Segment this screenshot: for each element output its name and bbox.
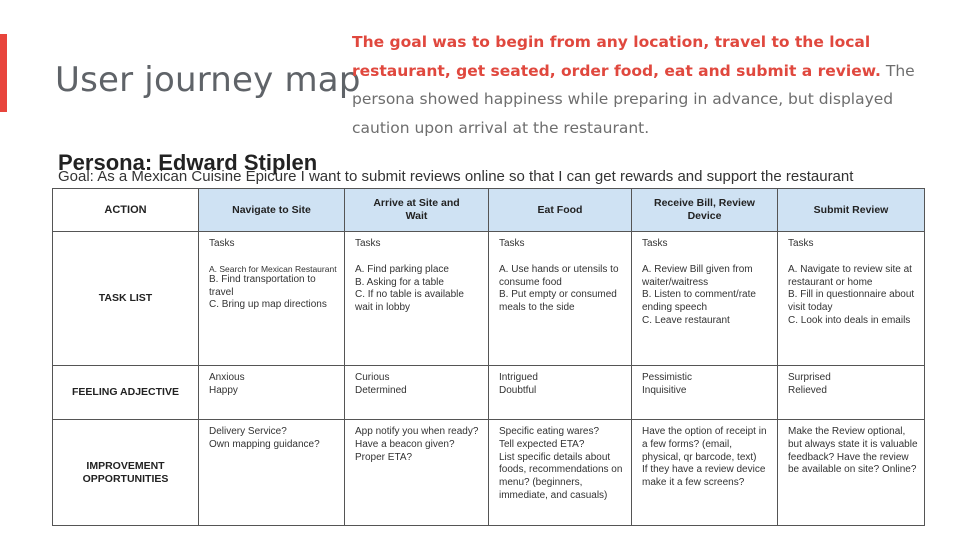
task-item: B. Fill in questionnaire about visit today [788,289,915,314]
intro-paragraph [352,28,937,142]
task-item: C. Bring up map directions [209,299,327,311]
row-label-feeling: FEELING ADJECTIVE [53,366,199,420]
stage-header-navigate [199,189,345,232]
task-item: A. Find parking place [355,263,449,275]
tasks-label: Tasks [499,238,525,249]
task-item: C. If no table is available wait in lobby [355,289,464,314]
task-item: C. Look into deals in emails [788,314,911,326]
accent-bar [0,34,7,112]
improvement-cell: Delivery Service? Own mapping guidance? [199,420,345,526]
task-cell [199,232,345,366]
task-cell [489,232,632,366]
task-list-row [53,232,925,366]
feeling-word: Anxious [209,372,245,383]
persona-name: Persona: Edward Stiplen [58,150,318,175]
task-cell [345,232,489,366]
feeling-word: Pessimistic [642,372,693,383]
feeling-word: Surprised [788,372,831,383]
intro-highlight: The goal was to begin from any location, travel to the local restaurant, get seated, order food, eat and submit a review. [352,33,881,80]
task-item: B. Listen to comment/rate ending speech [642,289,756,314]
feeling-word: Relieved [788,384,827,396]
task-item: A. Use hands or utensils to consume food [499,263,619,288]
feeling-row [53,366,925,420]
row-label-improvement [53,420,199,526]
tasks-label: Tasks [209,238,235,249]
improvement-cell: App notify you when ready? Have a beacon given? Proper ETA? [345,420,489,526]
feeling-word: Happy [209,384,238,396]
persona-goal: Goal: As a Mexican Cuisine Epicure I want to submit reviews online so that I can get rewards and support the restaurant [58,168,854,185]
feeling-word: Intrigued [499,372,538,383]
task-item: A. Search for Mexican Restaurant [209,263,337,274]
intro-rest: The persona showed happiness while preparing in advance, but displayed caution upon arrival at the restaurant. [352,61,915,137]
stage-label: Eat Food [537,203,583,216]
stage-header-arrive [345,189,489,232]
improvement-cell: Specific eating wares? Tell expected ETA? List specific details about foods, recommendations on menu? (beginners, immediate, and casuals) [489,420,632,526]
stage-label: Arrive at Site and Wait [373,197,460,222]
row-label-task-list: TASK LIST [53,232,199,366]
slide-title: User journey map [55,60,361,100]
row-label-text: IMPROVEMENT OPPORTUNITIES [82,459,169,485]
improvement-cell: Make the Review optional, but always state it is valuable feedback? Have the review be available on site? Online? [778,420,925,526]
feeling-word: Determined [355,384,407,396]
improvement-row [53,420,925,526]
improvement-cell: Have the option of receipt in a few forms? (email, physical, qr barcode, text) If they have a review device make it a few screens? [632,420,778,526]
feeling-cell [489,366,632,420]
journey-map-table [52,188,925,526]
feeling-cell [345,366,489,420]
task-item: B. Asking for a table [355,276,444,288]
task-item: B. Find transportation to travel [209,273,316,298]
stage-label: Submit Review [813,203,889,216]
task-item: A. Navigate to review site at restaurant or home [788,263,912,288]
feeling-word: Doubtful [499,384,537,396]
tasks-label: Tasks [642,238,668,249]
stage-header-eat [489,189,632,232]
task-cell [632,232,778,366]
header-row [53,189,925,232]
task-cell [778,232,925,366]
tasks-label: Tasks [788,238,814,249]
task-item: B. Put empty or consumed meals to the side [499,289,617,314]
stage-label: Navigate to Site [232,203,311,216]
feeling-cell [199,366,345,420]
tasks-label: Tasks [355,238,381,249]
feeling-word: Inquisitive [642,384,687,396]
task-item: C. Leave restaurant [642,314,730,326]
task-item: A. Review Bill given from waiter/waitress [642,263,753,288]
stage-label: Receive Bill, Review Device [654,197,755,222]
feeling-cell [632,366,778,420]
header-action: ACTION [53,189,199,232]
stage-header-review [778,189,925,232]
feeling-cell [778,366,925,420]
feeling-word: Curious [355,372,390,383]
stage-header-bill [632,189,778,232]
